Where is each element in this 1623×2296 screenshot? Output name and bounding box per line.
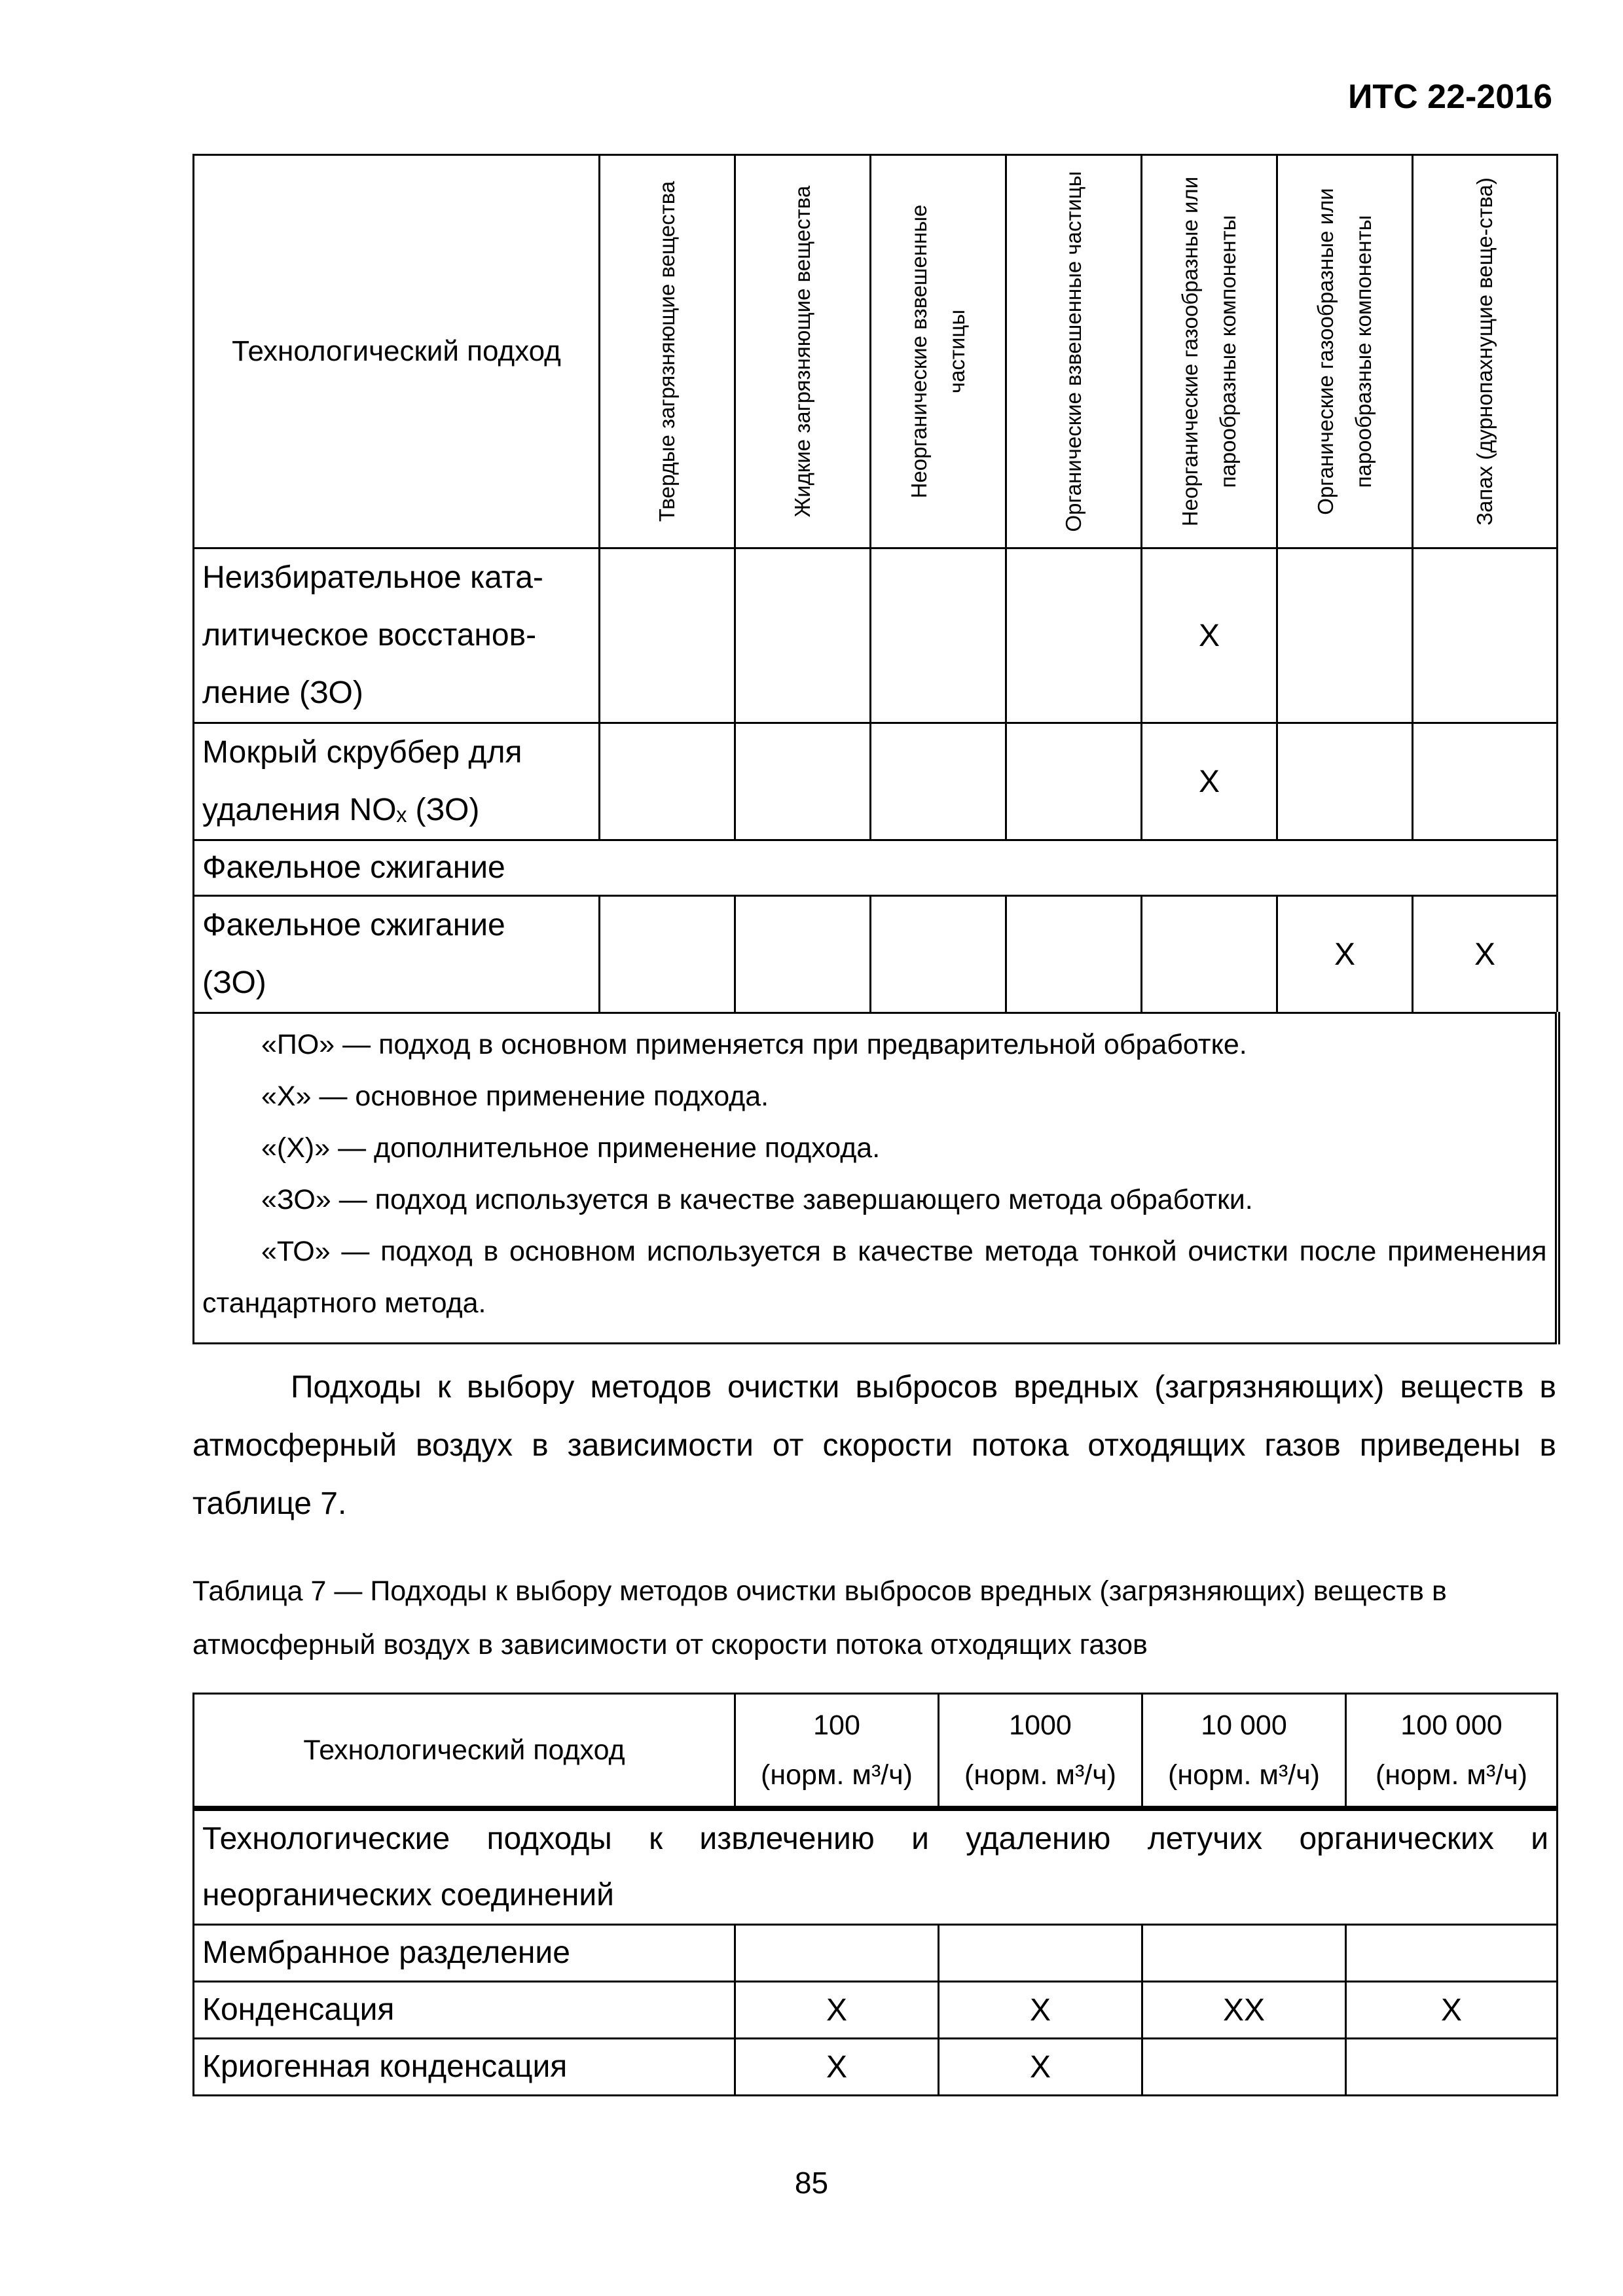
table-cell <box>600 896 735 1013</box>
table-cell: X <box>735 2039 939 2096</box>
table-row <box>194 1982 1558 2039</box>
table-cell <box>1006 896 1142 1013</box>
column-header <box>1142 155 1277 548</box>
column-header <box>735 155 871 548</box>
column-header <box>1277 155 1413 548</box>
flow-unit: (норм. м³/ч) <box>1376 1759 1527 1791</box>
table-cell <box>1277 548 1413 723</box>
flow-value: 100 000 <box>1400 1710 1503 1741</box>
note-line: «ПО» — подход в основном применяется при предварительной обработке. <box>261 1029 1247 1060</box>
table-cell: X <box>1346 1982 1558 2039</box>
flow-unit: (норм. м³/ч) <box>1168 1759 1320 1791</box>
column-header <box>1413 155 1558 548</box>
page-number: 85 <box>794 2166 829 2200</box>
table-cell: X <box>1142 723 1277 840</box>
column-header <box>1346 1694 1558 1809</box>
column-header-label: Жидкие загрязняющие вещества <box>790 185 814 518</box>
flow-value: 10 000 <box>1201 1710 1287 1741</box>
note-line: «(Х)» — дополнительное применение подхода. <box>261 1132 881 1164</box>
flow-value: 100 <box>813 1710 860 1741</box>
column-header <box>1006 155 1142 548</box>
table-cell <box>735 723 871 840</box>
column-header-label: Запах (дурнопахнущие веще-ства) <box>1472 177 1497 526</box>
flow-value: 1000 <box>1009 1710 1072 1741</box>
row-label-line: (ЗО) <box>202 965 266 1000</box>
notes-row <box>194 1013 1558 1344</box>
column-header-approach: Технологический подход <box>194 1694 735 1809</box>
row-label-line: Мокрый скруббер для <box>202 735 522 770</box>
table-cell: X <box>735 1982 939 2039</box>
table-cell <box>600 548 735 723</box>
table-cell: XX <box>1142 1982 1346 2039</box>
column-header-label: Неорганические взвешенные частицы <box>907 204 969 499</box>
table-caption: Таблица 7 — Подходы к выбору методов очистки выбросов вредных (загрязняющих) веществ в атмосферный воздух в зависимости от скорости потока отходящих газов <box>192 1575 1447 1660</box>
paragraph-text: Подходы к выбору методов очистки выбросов вредных (загрязняющих) веществ в атмосферный воздух в зависимости от скорости потока отходящих газов приведены в таблице 7. <box>192 1370 1556 1521</box>
row-label: Конденсация <box>194 1982 735 2039</box>
body-paragraph <box>192 1358 1556 1533</box>
column-header-approach: Технологический подход <box>194 155 600 548</box>
row-label: Криогенная конденсация <box>194 2039 735 2096</box>
note-line: «ТО» — подход в основном используется в качестве метода тонкой очистки после применения стандартного метода. <box>202 1236 1547 1319</box>
column-header-label: Неорганические газообразные или парообразные компоненты <box>1178 176 1240 527</box>
table-header-row <box>194 155 1558 548</box>
row-label <box>194 723 600 840</box>
table-cell: X <box>939 1982 1142 2039</box>
flow-unit: (норм. м³/ч) <box>761 1759 913 1791</box>
table-header-row <box>194 1694 1558 1809</box>
row-label-line: Неизбирательное ката- <box>202 560 543 595</box>
flow-rate-table <box>192 1693 1558 2096</box>
column-header <box>939 1694 1142 1809</box>
flow-unit: (норм. м³/ч) <box>964 1759 1116 1791</box>
table-cell: X <box>1413 896 1558 1013</box>
table-cell <box>1413 723 1558 840</box>
row-label-line: ление (ЗО) <box>202 675 363 710</box>
table-cell <box>735 1925 939 1982</box>
column-header <box>600 155 735 548</box>
table-cell <box>939 1925 1142 1982</box>
note-line: «Х» — основное применение подхода. <box>261 1081 769 1112</box>
table-cell <box>1413 548 1558 723</box>
table-cell: X <box>1277 896 1413 1013</box>
table-cell <box>1006 548 1142 723</box>
table-cell <box>1346 1925 1558 1982</box>
table-cell <box>1277 723 1413 840</box>
row-label <box>194 896 600 1013</box>
approaches-table <box>192 154 1560 1344</box>
note-line: «ЗО» — подход используется в качестве завершающего метода обработки. <box>261 1184 1253 1215</box>
table-row <box>194 1925 1558 1982</box>
table-cell <box>735 896 871 1013</box>
table-cell <box>1142 2039 1346 2096</box>
table-row <box>194 896 1558 1013</box>
section-row <box>194 1808 1558 1925</box>
row-label-line: Факельное сжигание <box>202 908 505 942</box>
table-row <box>194 548 1558 723</box>
column-header-label: Органические газообразные или парообразные компоненты <box>1313 188 1376 515</box>
table-cell <box>1142 1925 1346 1982</box>
section-title: Факельное сжигание <box>194 840 1558 896</box>
column-header <box>1142 1694 1346 1809</box>
section-title: Технологические подходы к извлечению и удалению летучих органических и неорганических соединений <box>194 1808 1558 1925</box>
row-label <box>194 548 600 723</box>
table-notes <box>194 1013 1558 1344</box>
row-label-line: удаления NOₓ (ЗО) <box>202 793 480 827</box>
table-row <box>194 2039 1558 2096</box>
table-cell: X <box>939 2039 1142 2096</box>
column-header <box>871 155 1006 548</box>
column-header <box>735 1694 939 1809</box>
row-label-line: литическое восстанов- <box>202 618 537 653</box>
document-code: ИТС 22-2016 <box>1348 78 1552 116</box>
column-header-label: Органические взвешенные частицы <box>1061 171 1085 532</box>
row-label: Мембранное разделение <box>194 1925 735 1982</box>
table-cell <box>1006 723 1142 840</box>
table-cell <box>600 723 735 840</box>
table-row <box>194 723 1558 840</box>
table-cell <box>735 548 871 723</box>
section-row <box>194 840 1558 896</box>
table-cell <box>871 548 1006 723</box>
table-cell <box>871 896 1006 1013</box>
table-cell <box>871 723 1006 840</box>
column-header-label: Твердые загрязняющие вещества <box>655 181 679 522</box>
table-cell: X <box>1142 548 1277 723</box>
table-cell <box>1346 2039 1558 2096</box>
table-cell <box>1142 896 1277 1013</box>
